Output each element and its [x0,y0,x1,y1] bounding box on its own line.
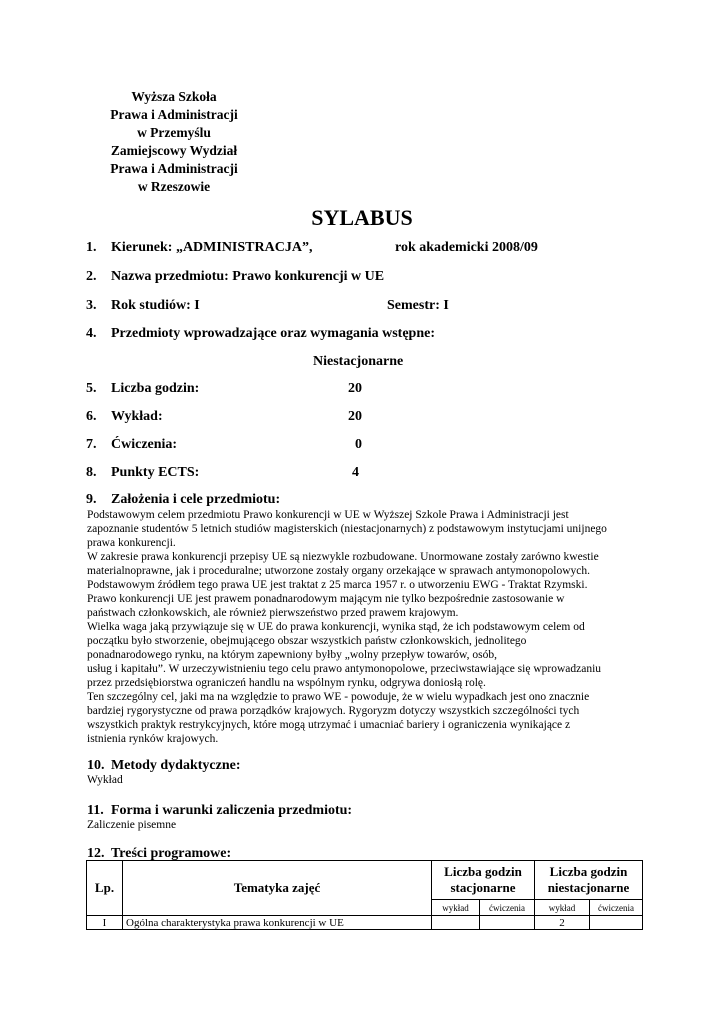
section-number: 6. [86,409,97,424]
cell-niestac-exercises [590,916,643,930]
subheader-exercises: ćwiczenia [590,900,643,916]
field-course-name: Nazwa przedmiotu: Prawo konkurencji w UE [111,269,385,284]
field-lecture-label: Wykład: [111,409,163,424]
table-header-row [87,861,643,900]
section-number: 4. [86,326,97,341]
field-hours-label: Liczba godzin: [111,381,200,396]
study-mode-label: Niestacjonarne [313,354,404,369]
section-number: 8. [86,465,97,480]
section-methods-heading: Metody dydaktyczne: [111,758,241,773]
text-line: Wielka waga jaką przywiązuje się w UE do prawa konkurencji, wynika stąd, że ich podstawowym celem od [87,621,585,633]
text-line: wszystkich praktyk restrykcyjnych, które mogą utrzymać i umacniać bariery i ograniczenia wynikające z [87,719,571,731]
section-number: 10. [87,758,105,773]
text-line: początku było stworzenie, obejmującego obszar wszystkich państw członkowskich, jednolitego [87,635,527,647]
assessment-text: Zaliczenie pisemne [87,819,177,831]
section-number: 1. [86,240,97,255]
text-line: ponadnarodowego rynku, na którym zapewniony byłby „wolny przepływ towarów, osób, [87,649,497,661]
section-number: 2. [86,269,97,284]
field-kierunek: Kierunek: „ADMINISTRACJA”, [111,240,313,255]
text-line: zapoznanie studentów 5 letnich studiów magisterskich (niestacjonarnych) z podstawowym instytucjami unijnego [87,523,607,535]
subheader-lecture: wykład [432,900,480,916]
goals-paragraph [87,508,647,746]
institution-line: Zamiejscowy Wydział [110,143,238,158]
header-topic: Tematyka zajęć [123,861,432,916]
subheader-exercises: ćwiczenia [480,900,535,916]
subheader-lecture: wykład [535,900,590,916]
text-line: Podstawowym źródłem tego prawa UE jest traktat z 25 marca 1957 r. o utworzeniu EWG - Traktat Rzymski. [87,579,588,591]
section-number: 9. [86,492,97,507]
field-exercises-label: Ćwiczenia: [111,437,178,452]
text-line: istnienia rynków krajowych. [87,733,219,745]
cell-niestac-lecture: 2 [535,916,590,930]
field-hours-value: 20 [348,381,362,396]
field-lecture-value: 20 [348,409,362,424]
program-table [86,860,643,930]
section-number: 7. [86,437,97,452]
cell-topic: Ogólna charakterystyka prawa konkurencji w UE [123,916,432,930]
text-line: państwach członkowskich, ale również pierwszeństwo przed prawem krajowym. [87,607,459,619]
cell-stac-exercises [480,916,535,930]
text-line: Ten szczególny cel, jaki ma na względzie to prawo WE - powoduje, że w wielu wypadkach jest ono znacznie [87,691,590,703]
header-stationary: Liczba godzin stacjonarne [432,861,535,900]
text-line: przez przedsiębiorstwa ograniczeń handlu na wspólnym rynku, odgrywa doniosłą rolę. [87,677,486,689]
table-row [87,916,643,930]
institution-line: Prawa i Administracji [110,161,238,176]
institution-line: Wyższa Szkoła [131,89,217,104]
cell-lp: I [87,916,123,930]
section-content-heading: Treści programowe: [111,846,232,861]
field-ects-label: Punkty ECTS: [111,465,200,480]
text-line: prawa konkurencji. [87,537,176,549]
field-semester: Semestr: I [387,298,449,313]
field-prerequisites: Przedmioty wprowadzające oraz wymagania wstępne: [111,326,436,341]
header-lp: Lp. [87,861,123,916]
field-year-of-study: Rok studiów: I [111,298,200,313]
methods-text: Wykład [87,774,123,786]
institution-line: w Przemyślu [137,125,211,140]
section-number: 5. [86,381,97,396]
header-non-stationary: Liczba godzin niestacjonarne [535,861,643,900]
institution-line: Prawa i Administracji [110,107,238,122]
cell-stac-lecture [432,916,480,930]
text-line: materialnoprawne, jak i proceduralne; utworzone zostały organy orzekające w sprawach antymonopolowych. [87,565,591,577]
text-line: usług i kapitału”. W urzeczywistnieniu tego celu prawo antymonopolowe, przeciwstawiające się wprowadzaniu [87,663,602,675]
section-number: 3. [86,298,97,313]
field-ects-value: 4 [352,465,359,480]
document-title: SYLABUS [311,205,413,230]
section-assessment-heading: Forma i warunki zaliczenia przedmiotu: [111,803,353,818]
field-academic-year: rok akademicki 2008/09 [395,240,538,255]
section-number: 12. [87,846,105,861]
field-exercises-value: 0 [355,437,362,452]
text-line: Podstawowym celem przedmiotu Prawo konkurencji w UE w Wyższej Szkole Prawa i Administracji jest [87,509,569,521]
section-goals-heading: Założenia i cele przedmiotu: [111,492,281,507]
text-line: W zakresie prawa konkurencji przepisy UE są niezwykle rozbudowane. Unormowane zostały zarówno kwestie [87,551,599,563]
section-number: 11. [87,803,104,818]
institution-line: w Rzeszowie [137,179,211,194]
text-line: Prawo konkurencji UE jest prawem ponadnarodowym mającym nie tylko bezpośrednie zastosowanie w [87,593,565,605]
institution-header [86,88,262,196]
text-line: bardziej rygorystyczne od prawa porządków krajowych. Rygoryzm dotyczy wszystkich szczególności tych [87,705,580,717]
